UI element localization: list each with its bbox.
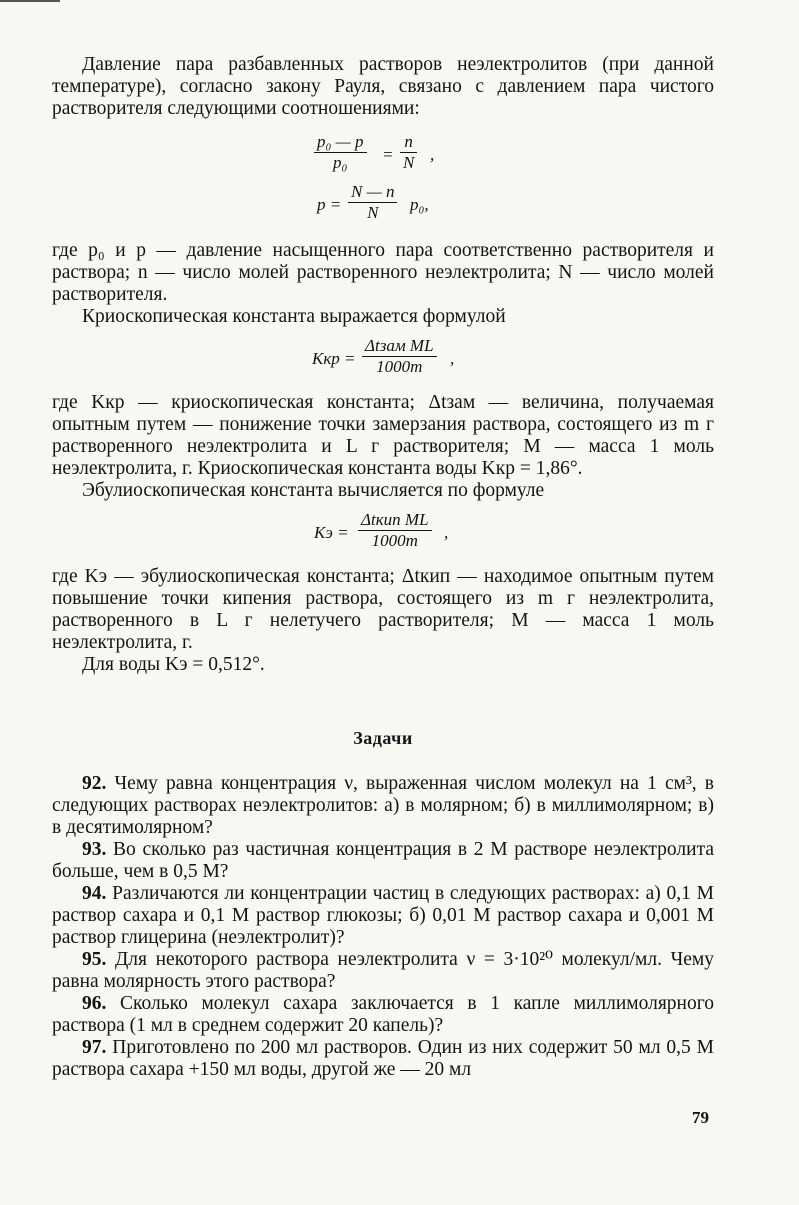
fraction: $\frac{n}{N}$ (400, 132, 417, 173)
problem-item: 92. Чему равна концентрация ν, выраженная числом молекул на 1 см³, в следующих растворах неэлектролитов: а) в молярном; б) в миллимолярном; в) в десятимолярном? (52, 773, 714, 838)
raoult-paragraph: Давление пара разбавленных растворов неэлектролитов (при данной температуре), согласно закону Рауля, связано с давлением пара чистого растворителя следующими соотношениями: (52, 54, 714, 119)
cryoscopic-legend: где Kкр — криоскопическая константа; Δtзам — величина, получаемая опытным путем — понижение точки замерзания раствора, состоящего из m г растворенного неэлектролита и L г растворителя; M — масса 1 моль неэлектролита, г. Криоскопическая константа воды Kкр = 1,86°. (52, 392, 714, 479)
top-edge-mark (0, 0, 60, 2)
raoult-formula-1: $\frac{\text{p₀ — p}}{\text{p₀}}$ = $\frac{n}{N}$ , (52, 132, 714, 182)
ebullioscopic-intro: Эбулиоскопическая константа вычисляется по формуле (82, 480, 545, 501)
problems-list (52, 773, 714, 1081)
page-body (52, 54, 714, 1081)
water-constant: Для воды Kэ = 0,512°. (82, 654, 265, 675)
cryoscopic-formula: Kкр = Δtзам ML 1000m , (312, 336, 455, 376)
ebullioscopic-formula: Kэ = Δtкип ML 1000m , (314, 510, 449, 550)
problem-item: 93. Во сколько раз частичная концентрация в 2 М растворе неэлектролита больше, чем в 0,5 М? (52, 839, 714, 882)
section-title: Задачи (353, 728, 413, 748)
fraction: $\frac{N — n}{N}$ (348, 182, 397, 223)
fraction: $\frac{\text{p₀ — p}}{\text{p₀}}$ (314, 132, 367, 173)
raoult-formula-2: p = $\frac{N — n}{N}$ p₀, (317, 182, 429, 222)
page-number: 79 (692, 1108, 709, 1127)
problem-item: 97. Приготовлено по 200 мл растворов. Один из них содержит 50 мл 0,5 М раствора сахара +150 мл воды, другой же — 20 мл (52, 1037, 714, 1080)
cryoscopic-intro: Криоскопическая константа выражается формулой (82, 306, 506, 327)
fraction: Δtкип ML 1000m (358, 510, 432, 551)
problem-item: 95. Для некоторого раствора неэлектролита ν = 3·10²⁰ молекул/мл. Чему равна молярность этого раствора? (52, 949, 714, 992)
raoult-legend: где p₀ и p — давление насыщенного пара соответственно растворителя и раствора; n — число молей растворенного неэлектролита; N — число молей растворителя. (52, 240, 714, 305)
problem-item: 96. Сколько молекул сахара заключается в 1 капле миллимолярного раствора (1 мл в среднем содержит 20 капель)? (52, 993, 714, 1036)
ebullioscopic-legend: где Kэ — эбулиоскопическая константа; Δtкип — находимое опытным путем повышение точки кипения раствора, состоящего из m г неэлектролита, растворенного в L г нелетучего растворителя; M — масса 1 моль неэлектролита, г. (52, 566, 714, 653)
fraction: Δtзам ML 1000m (362, 336, 437, 377)
problem-item: 94. Различаются ли концентрации частиц в следующих растворах: а) 0,1 М раствор сахара и 0,1 М раствор глюкозы; б) 0,01 М раствор сахара и 0,001 М раствор глицерина (неэлектролит)? (52, 883, 714, 948)
